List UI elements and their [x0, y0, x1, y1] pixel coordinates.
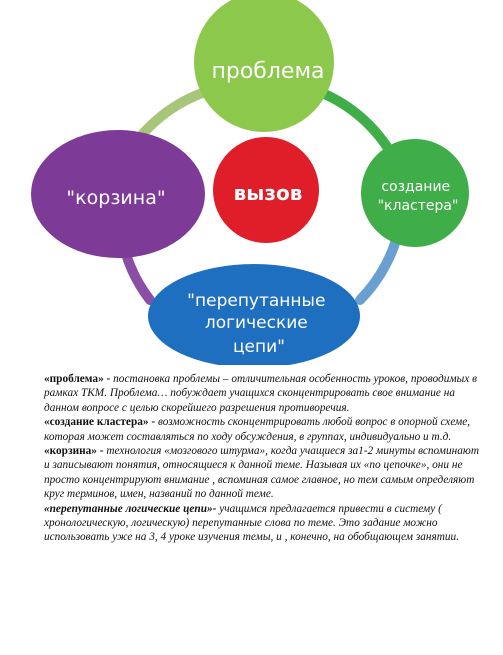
paragraph-basket: [44, 444, 482, 502]
definition-problem: постановка проблемы – отличительная особенность уроков, проводимых в рамках ТКМ. Проблема… побуждает учащихся сконцентрировать свое внимание на данном вопросе с целью скорейшего разрешения противоречия.: [44, 373, 477, 414]
node-chains-label: "перепутанные логические цепи": [187, 291, 326, 357]
term-basket: «корзина» -: [44, 445, 107, 458]
paragraph-cluster: [44, 415, 482, 444]
node-basket-label: "корзина": [66, 187, 166, 209]
term-problem: «проблема» -: [44, 373, 114, 385]
term-chains: «перепутанные логические цепи»-: [44, 502, 220, 515]
node-problem-label: проблема: [211, 59, 325, 84]
term-cluster: «создание кластера» -: [44, 416, 158, 429]
definition-basket: технология «мозгового штурма», когда учащиеся за1-2 минуты вспоминают и записывают понятия, относящиеся к данной теме. Называя их «по цепочке», они не просто концентрируют внимание , вспоминая самое главное, но тем самым определяют круг терминов, имен, названий по данной теме.: [44, 445, 480, 501]
definition-cluster: возможность сконцентрировать любой вопрос в опорной схеме, которая может составляться по ходу обсуждения, в группах, индивидуально и т.д.: [44, 416, 471, 443]
paragraph-chains: [44, 502, 482, 545]
description-text: [44, 372, 482, 545]
paragraph-problem: [44, 372, 482, 415]
node-cluster-label: создание "кластера": [377, 179, 459, 214]
node-center-label: вызов: [233, 181, 303, 205]
definition-chains: учащимся предлагается привести в систему ( хронологическую, логическую) перепутанные слова по теме. Это задание можно использовать уже на 3, 4 уроке изучения темы, и , конечно, на обобщающем занятии.: [44, 502, 460, 544]
